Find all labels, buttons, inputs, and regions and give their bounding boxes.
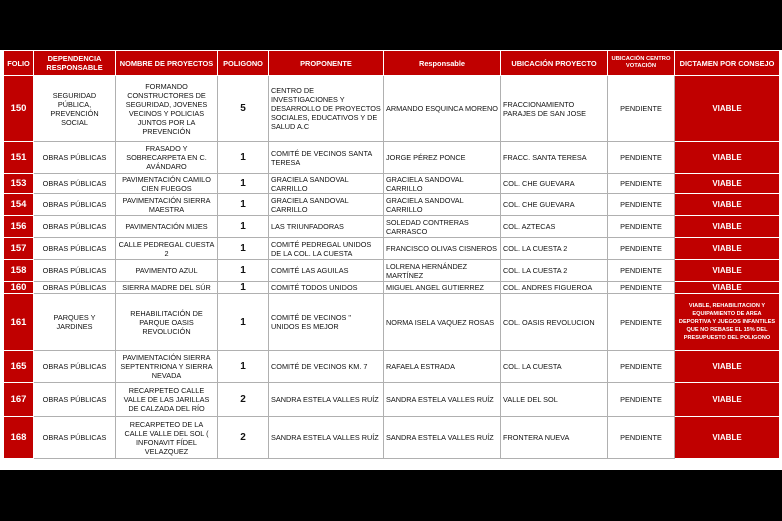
table-cell-centro-votacion: PENDIENTE bbox=[608, 294, 675, 351]
table-cell-responsable: RAFAELA ESTRADA bbox=[384, 351, 501, 383]
table-cell-proponente: GRACIELA SANDOVAL CARRILLO bbox=[269, 194, 384, 216]
table-header-row bbox=[4, 51, 780, 76]
table-cell-centro-votacion: PENDIENTE bbox=[608, 194, 675, 216]
table-cell-poligono: 5 bbox=[218, 76, 269, 142]
table-cell-folio: 157 bbox=[4, 238, 34, 260]
table-cell-dictamen: VIABLE bbox=[675, 216, 780, 238]
table-cell-folio: 168 bbox=[4, 417, 34, 459]
table-cell-dictamen: VIABLE bbox=[675, 76, 780, 142]
table-cell-dependencia: OBRAS PÚBLICAS bbox=[34, 142, 116, 174]
table-cell-nombre: RECARPETEO DE LA CALLE VALLE DEL SOL ( INFONAVIT FÍDEL VELAZQUEZ bbox=[116, 417, 218, 459]
table-cell-responsable: SOLEDAD CONTRERAS CARRASCO bbox=[384, 216, 501, 238]
table-cell-nombre: PAVIMENTACIÓN SIERRA MAESTRA bbox=[116, 194, 218, 216]
table-cell-ubicacion: COL. CHE GUEVARA bbox=[501, 194, 608, 216]
table-cell-folio: 156 bbox=[4, 216, 34, 238]
table-cell-proponente: LAS TRIUNFADORAS bbox=[269, 216, 384, 238]
table-cell-folio: 165 bbox=[4, 351, 34, 383]
table-cell-dictamen: VIABLE bbox=[675, 260, 780, 282]
header-centro-votacion: UBICACIÓN CENTRO VOTACIÓN bbox=[608, 51, 675, 76]
table-cell-dictamen: VIABLE bbox=[675, 417, 780, 459]
table-cell-ubicacion: COL. CHE GUEVARA bbox=[501, 174, 608, 194]
header-nombre: NOMBRE DE PROYECTOS bbox=[116, 51, 218, 76]
table-cell-dependencia: OBRAS PÚBLICAS bbox=[34, 260, 116, 282]
table-cell-nombre: CALLE PEDREGAL CUESTA 2 bbox=[116, 238, 218, 260]
header-dependencia: DEPENDENCIA RESPONSABLE bbox=[34, 51, 116, 76]
table-row bbox=[4, 383, 780, 417]
table-cell-centro-votacion: PENDIENTE bbox=[608, 174, 675, 194]
table-cell-poligono: 2 bbox=[218, 417, 269, 459]
table-cell-dependencia: OBRAS PÚBLICAS bbox=[34, 282, 116, 294]
table-cell-centro-votacion: PENDIENTE bbox=[608, 238, 675, 260]
table-cell-centro-votacion: PENDIENTE bbox=[608, 260, 675, 282]
table-cell-folio: 160 bbox=[4, 282, 34, 294]
table-cell-dictamen: VIABLE bbox=[675, 238, 780, 260]
table-row bbox=[4, 260, 780, 282]
table-cell-poligono: 1 bbox=[218, 194, 269, 216]
table-cell-ubicacion: COL. ANDRES FIGUEROA bbox=[501, 282, 608, 294]
table-cell-centro-votacion: PENDIENTE bbox=[608, 351, 675, 383]
table-cell-centro-votacion: PENDIENTE bbox=[608, 76, 675, 142]
table-cell-proponente: COMITÉ DE VECINOS " UNIDOS ES MEJOR bbox=[269, 294, 384, 351]
table-cell-poligono: 1 bbox=[218, 282, 269, 294]
table-cell-ubicacion: COL. OASIS REVOLUCION bbox=[501, 294, 608, 351]
table-cell-centro-votacion: PENDIENTE bbox=[608, 383, 675, 417]
header-poligono: POLIGONO bbox=[218, 51, 269, 76]
table-row bbox=[4, 76, 780, 142]
table-cell-ubicacion: FRONTERA NUEVA bbox=[501, 417, 608, 459]
table-cell-nombre: REHABILITACIÓN DE PARQUE OASIS REVOLUCIÓN bbox=[116, 294, 218, 351]
table-cell-folio: 158 bbox=[4, 260, 34, 282]
table-cell-poligono: 1 bbox=[218, 238, 269, 260]
table-cell-folio: 150 bbox=[4, 76, 34, 142]
table-cell-ubicacion: COL. LA CUESTA 2 bbox=[501, 238, 608, 260]
table-row bbox=[4, 238, 780, 260]
table-cell-folio: 153 bbox=[4, 174, 34, 194]
table-cell-proponente: COMITÉ PEDREGAL UNIDOS DE LA COL. LA CUESTA bbox=[269, 238, 384, 260]
table-cell-poligono: 1 bbox=[218, 142, 269, 174]
table-row bbox=[4, 216, 780, 238]
table-cell-ubicacion: FRACCIONAMIENTO PARAJES DE SAN JOSE bbox=[501, 76, 608, 142]
table-cell-dependencia: OBRAS PÚBLICAS bbox=[34, 351, 116, 383]
table-row bbox=[4, 174, 780, 194]
table-cell-centro-votacion: PENDIENTE bbox=[608, 216, 675, 238]
table-cell-nombre: FRASADO Y SOBRECARPETA EN C. AVÁNDARO bbox=[116, 142, 218, 174]
table-row bbox=[4, 294, 780, 351]
table-cell-poligono: 1 bbox=[218, 351, 269, 383]
table-cell-poligono: 1 bbox=[218, 216, 269, 238]
table-cell-proponente: COMITÉ DE VECINOS SANTA TERESA bbox=[269, 142, 384, 174]
table-cell-centro-votacion: PENDIENTE bbox=[608, 417, 675, 459]
table-cell-folio: 154 bbox=[4, 194, 34, 216]
table-cell-dictamen: VIABLE bbox=[675, 282, 780, 294]
table-cell-nombre: FORMANDO CONSTRUCTORES DE SEGURIDAD, JOVENES VECINOS Y POLICIAS JUNTOS POR LA PREVENCIÓN bbox=[116, 76, 218, 142]
header-folio: FOLIO bbox=[4, 51, 34, 76]
header-ubicacion: UBICACIÓN PROYECTO bbox=[501, 51, 608, 76]
table-cell-responsable: LOLRENA HERNÁNDEZ MARTÍNEZ bbox=[384, 260, 501, 282]
table-cell-nombre: PAVIMENTACIÓN MIJES bbox=[116, 216, 218, 238]
table-cell-poligono: 1 bbox=[218, 294, 269, 351]
header-responsable: Responsable bbox=[384, 51, 501, 76]
table-row bbox=[4, 142, 780, 174]
table-cell-proponente: COMITÉ LAS AGUILAS bbox=[269, 260, 384, 282]
table-cell-responsable: ARMANDO ESQUINCA MORENO bbox=[384, 76, 501, 142]
table-cell-nombre: PAVIMENTO AZUL bbox=[116, 260, 218, 282]
table-cell-dictamen: VIABLE, REHABILITACION Y EQUIPAMIENTO DE AREA DEPORTIVA Y JUEGOS INFANTILES QUE NO REBASE EL 15% DEL PRESUPUESTO DEL POLIGONO bbox=[675, 294, 780, 351]
table-cell-responsable: SANDRA ESTELA VALLES RUÍZ bbox=[384, 383, 501, 417]
table-cell-centro-votacion: PENDIENTE bbox=[608, 282, 675, 294]
table-cell-proponente: COMITÉ DE VECINOS KM. 7 bbox=[269, 351, 384, 383]
table-cell-dictamen: VIABLE bbox=[675, 174, 780, 194]
table-cell-responsable: NORMA ISELA VAQUEZ ROSAS bbox=[384, 294, 501, 351]
table-row bbox=[4, 282, 780, 294]
table-cell-centro-votacion: PENDIENTE bbox=[608, 142, 675, 174]
table-cell-poligono: 1 bbox=[218, 174, 269, 194]
table-cell-dependencia: OBRAS PÚBLICAS bbox=[34, 417, 116, 459]
table-cell-proponente: CENTRO DE INVESTIGACIONES Y DESARROLLO DE PROYECTOS SOCIALES, EDUCATIVOS Y DE SALUD A.C bbox=[269, 76, 384, 142]
table-cell-responsable: MIGUEL ANGEL GUTIERREZ bbox=[384, 282, 501, 294]
table-cell-responsable: JORGE PÉREZ PONCE bbox=[384, 142, 501, 174]
table-row bbox=[4, 194, 780, 216]
table-cell-dictamen: VIABLE bbox=[675, 383, 780, 417]
table-cell-dictamen: VIABLE bbox=[675, 142, 780, 174]
table-cell-proponente: SANDRA ESTELA VALLES RUÍZ bbox=[269, 417, 384, 459]
table-cell-nombre: PAVIMENTACIÓN CAMILO CIEN FUEGOS bbox=[116, 174, 218, 194]
table-cell-ubicacion: FRACC. SANTA TERESA bbox=[501, 142, 608, 174]
table-cell-ubicacion: COL. LA CUESTA 2 bbox=[501, 260, 608, 282]
table-cell-poligono: 2 bbox=[218, 383, 269, 417]
table-cell-poligono: 1 bbox=[218, 260, 269, 282]
table-cell-dictamen: VIABLE bbox=[675, 351, 780, 383]
table-cell-dictamen: VIABLE bbox=[675, 194, 780, 216]
table-cell-dependencia: OBRAS PÚBLICAS bbox=[34, 238, 116, 260]
table-row bbox=[4, 351, 780, 383]
table-cell-nombre: RECARPETEO CALLE VALLE DE LAS JARILLAS DE CALZADA DEL RÍO bbox=[116, 383, 218, 417]
table-cell-folio: 151 bbox=[4, 142, 34, 174]
table-cell-dependencia: OBRAS PÚBLICAS bbox=[34, 383, 116, 417]
table-cell-proponente: COMITÉ TODOS UNIDOS bbox=[269, 282, 384, 294]
table-cell-ubicacion: VALLE DEL SOL bbox=[501, 383, 608, 417]
table-cell-nombre: PAVIMENTACIÓN SIERRA SEPTENTRIONA Y SIERRA NEVADA bbox=[116, 351, 218, 383]
table-cell-dependencia: PARQUES Y JARDINES bbox=[34, 294, 116, 351]
table-cell-ubicacion: COL. LA CUESTA bbox=[501, 351, 608, 383]
project-table-sheet bbox=[0, 50, 782, 470]
projects-table bbox=[3, 50, 780, 459]
table-cell-responsable: GRACIELA SANDOVAL CARRILLO bbox=[384, 194, 501, 216]
table-cell-responsable: FRANCISCO OLIVAS CISNEROS bbox=[384, 238, 501, 260]
table-cell-folio: 167 bbox=[4, 383, 34, 417]
table-cell-responsable: GRACIELA SANDOVAL CARRILLO bbox=[384, 174, 501, 194]
table-cell-responsable: SANDRA ESTELA VALLES RUÍZ bbox=[384, 417, 501, 459]
table-row bbox=[4, 417, 780, 459]
table-cell-dependencia: OBRAS PÚBLICAS bbox=[34, 194, 116, 216]
table-cell-proponente: SANDRA ESTELA VALLES RUÍZ bbox=[269, 383, 384, 417]
table-cell-dependencia: OBRAS PÚBLICAS bbox=[34, 174, 116, 194]
header-dictamen: DICTAMEN POR CONSEJO bbox=[675, 51, 780, 76]
table-cell-dependencia: SEGURIDAD PÚBLICA, PREVENCIÓN SOCIAL bbox=[34, 76, 116, 142]
table-cell-nombre: SIERRA MADRE DEL SÚR bbox=[116, 282, 218, 294]
table-cell-proponente: GRACIELA SANDOVAL CARRILLO bbox=[269, 174, 384, 194]
table-cell-folio: 161 bbox=[4, 294, 34, 351]
table-cell-dependencia: OBRAS PÚBLICAS bbox=[34, 216, 116, 238]
table-cell-ubicacion: COL. AZTECAS bbox=[501, 216, 608, 238]
header-proponente: PROPONENTE bbox=[269, 51, 384, 76]
